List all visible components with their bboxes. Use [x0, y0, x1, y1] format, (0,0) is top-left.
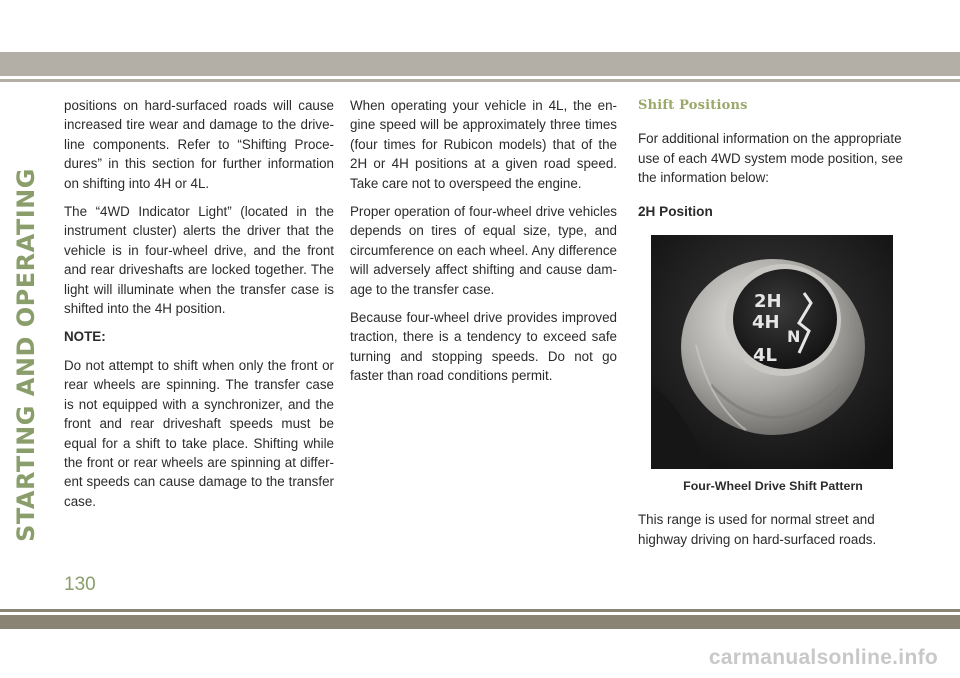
- paragraph: Proper operation of four-wheel drive vehicles depends on tires of equal size, type, and circumference on each wheel. Any difference will adversely affect shifting and cause dam-age to the transfer case.: [350, 204, 617, 297]
- shift-knob-photo: [651, 235, 893, 469]
- column-left: [64, 96, 334, 520]
- column-middle: [350, 96, 617, 395]
- side-title-text: STARTING AND OPERATING: [12, 168, 40, 542]
- footer-band: [0, 615, 960, 629]
- note-label: NOTE:: [64, 329, 106, 345]
- knob-label-4h: 4H: [752, 312, 780, 334]
- footer-rule: [0, 609, 960, 612]
- header-rule: [0, 79, 960, 82]
- header-band: [0, 52, 960, 76]
- column-right: [638, 96, 908, 558]
- paragraph: This range is used for normal street and highway driving on hard-surfaced roads.: [638, 512, 877, 547]
- knob-label-n: N: [787, 327, 801, 347]
- paragraph: For additional information on the appropriate use of each 4WD system mode position, see the information below:: [638, 131, 903, 186]
- paragraph: positions on hard-surfaced roads will cause increased tire wear and damage to the drive-line components. Refer to “Shifting Proce-dures” in this section for further information on shifting into 4H or 4L.: [64, 98, 334, 191]
- page-number: 130: [64, 574, 96, 595]
- watermark-text: carmanualsonline.info: [708, 646, 938, 669]
- paragraph: When operating your vehicle in 4L, the en-gine speed will be approximately three times (four times for Rubicon models) that of the 2H or 4H positions at a given road speed. Take care not to overspeed the engine.: [350, 98, 617, 191]
- section-heading: Shift Positions: [638, 98, 748, 113]
- paragraph: The “4WD Indicator Light” (located in the instrument cluster) alerts the driver that the vehicle is in four-wheel drive, and the front and rear driveshafts are locked together. The light will illuminate when the transfer case is shifted into the 4H position.: [64, 204, 334, 317]
- knob-label-4l: 4L: [753, 345, 777, 367]
- shift-knob-illustration: [651, 235, 893, 469]
- knob-label-2h: 2H: [754, 291, 782, 313]
- note-text: Do not attempt to shift when only the front or rear wheels are spinning. The transfer case is not equipped with a synchronizer, and the front and rear driveshaft speeds must be equal for a shift to take place. Shifting while the front or rear wheels are spinning at differ-ent speeds can cause damage to the transfer case.: [64, 357, 334, 509]
- paragraph: Because four-wheel drive provides improved traction, there is a tendency to exceed safe turning and stopping speeds. Do not go faster than road conditions permit.: [350, 310, 617, 384]
- figure-caption: Four-Wheel Drive Shift Pattern: [683, 479, 863, 494]
- sub-heading: 2H Position: [638, 203, 713, 219]
